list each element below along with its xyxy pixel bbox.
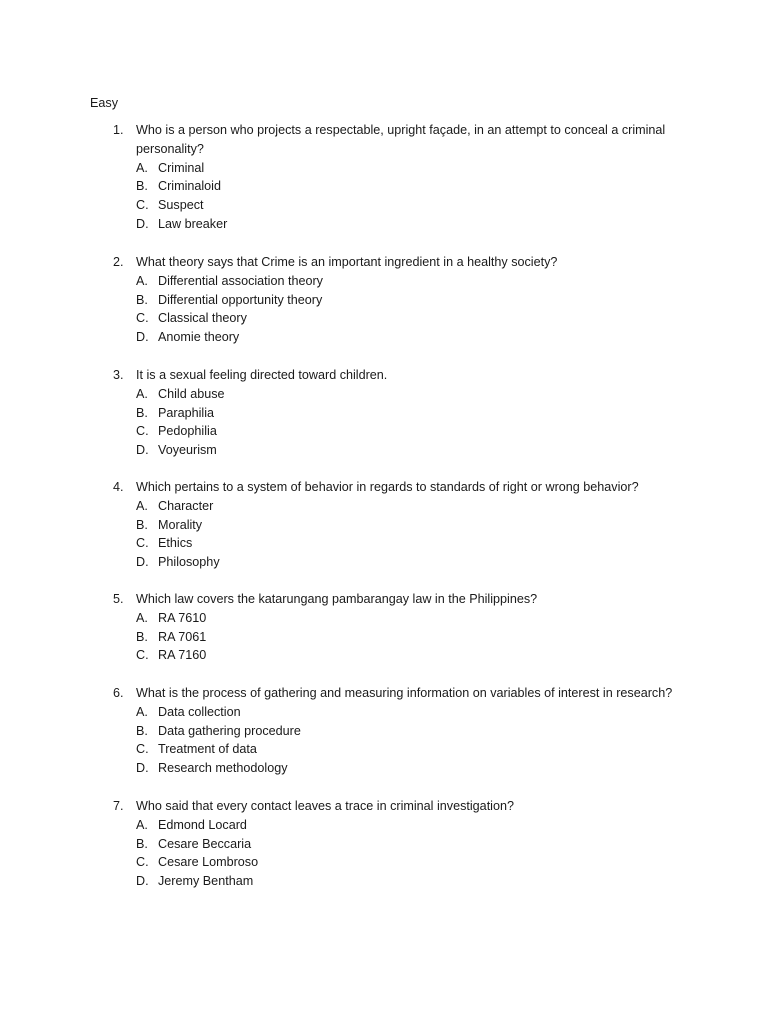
question-item [0,590,768,665]
option-text: Character [158,498,214,513]
option-text: Criminal [158,160,205,175]
option-letter: C. [136,648,149,663]
question-line [0,140,768,159]
answer-option [0,853,768,872]
question-item [0,684,768,778]
option-letter: B. [136,517,148,532]
answer-option [0,872,768,891]
answer-option [0,835,768,854]
question-line [0,253,768,272]
answer-option [0,177,768,196]
answer-option [0,740,768,759]
option-text: Anomie theory [158,330,240,345]
option-letter: A. [136,273,148,288]
answer-option [0,291,768,310]
answer-option [0,628,768,647]
question-text: personality? [136,141,204,156]
answer-option [0,196,768,215]
option-text: RA 7061 [158,629,207,644]
question-line [0,590,768,609]
question-text: It is a sexual feeling directed toward children. [136,368,388,382]
answer-option [0,722,768,741]
question-number: 1. [113,123,124,137]
question-text: Which pertains to a system of behavior in regards to standards of right or wrong behavior? [136,480,639,494]
answer-option [0,404,768,423]
question-number: 2. [113,255,124,269]
option-letter: C. [136,198,149,213]
question-number: 4. [113,480,124,494]
option-text: Pedophilia [158,424,217,439]
option-text: Jeremy Bentham [158,874,254,889]
answer-option [0,328,768,347]
question-line [0,797,768,816]
option-text: Law breaker [158,216,228,231]
question-item [0,797,768,891]
option-letter: D. [136,874,149,889]
answer-option [0,759,768,778]
answer-option [0,703,768,722]
option-letter: B. [136,629,148,644]
option-text: Data gathering procedure [158,723,301,738]
option-text: Morality [158,517,203,532]
question-text: What is the process of gathering and measuring information on variables of interest in research? [136,686,673,700]
answer-option [0,646,768,665]
option-text: Differential association theory [158,273,323,288]
option-text: Criminaloid [158,179,221,194]
option-letter: B. [136,836,148,851]
option-text: Suspect [158,198,204,213]
answer-option [0,516,768,535]
option-text: Child abuse [158,386,225,401]
option-text: Classical theory [158,311,247,326]
answer-option [0,385,768,404]
answer-option [0,422,768,441]
option-text: Cesare Lombroso [158,855,259,870]
option-text: RA 7160 [158,648,207,663]
option-letter: B. [136,179,148,194]
question-line [0,684,768,703]
option-letter: C. [136,424,149,439]
answer-option [0,534,768,553]
option-letter: D. [136,443,149,458]
option-text: Treatment of data [158,742,257,757]
answer-option [0,553,768,572]
option-letter: A. [136,704,148,719]
option-letter: C. [136,855,149,870]
answer-option [0,816,768,835]
question-line [0,121,768,140]
option-letter: D. [136,216,149,231]
option-letter: D. [136,555,149,570]
question-number: 5. [113,592,124,606]
option-letter: A. [136,817,148,832]
answer-option [0,272,768,291]
question-item [0,478,768,572]
option-text: Research methodology [158,761,288,776]
question-item [0,121,768,234]
answer-option [0,309,768,328]
question-number: 6. [113,686,124,700]
answer-option [0,441,768,460]
option-letter: A. [136,160,148,175]
option-text: Ethics [158,536,193,551]
question-line [0,478,768,497]
question-item [0,253,768,347]
answer-option [0,159,768,178]
option-text: Edmond Locard [158,817,247,832]
option-letter: B. [136,723,148,738]
option-letter: D. [136,330,149,345]
option-letter: A. [136,610,148,625]
question-number: 3. [113,368,124,382]
answer-option [0,497,768,516]
option-text: Cesare Beccaria [158,836,252,851]
question-text: Which law covers the katarungang pambarangay law in the Philippines? [136,592,538,606]
option-letter: B. [136,292,148,307]
question-number: 7. [113,799,124,813]
option-letter: D. [136,761,149,776]
option-letter: C. [136,742,149,757]
answer-option [0,215,768,234]
question-item [0,366,768,460]
option-letter: B. [136,405,148,420]
option-letter: C. [136,311,149,326]
option-text: Voyeurism [158,443,217,458]
question-text: Who is a person who projects a respectable, upright façade, in an attempt to conceal a criminal [136,123,666,137]
option-letter: C. [136,536,149,551]
option-text: RA 7610 [158,610,207,625]
section-title: Easy [90,96,118,110]
answer-option [0,609,768,628]
question-text: Who said that every contact leaves a trace in criminal investigation? [136,799,514,813]
option-letter: A. [136,386,148,401]
option-text: Data collection [158,704,241,719]
option-text: Differential opportunity theory [158,292,323,307]
option-text: Philosophy [158,555,220,570]
question-text: What theory says that Crime is an important ingredient in a healthy society? [136,255,558,269]
option-letter: A. [136,498,148,513]
question-line [0,366,768,385]
option-text: Paraphilia [158,405,215,420]
